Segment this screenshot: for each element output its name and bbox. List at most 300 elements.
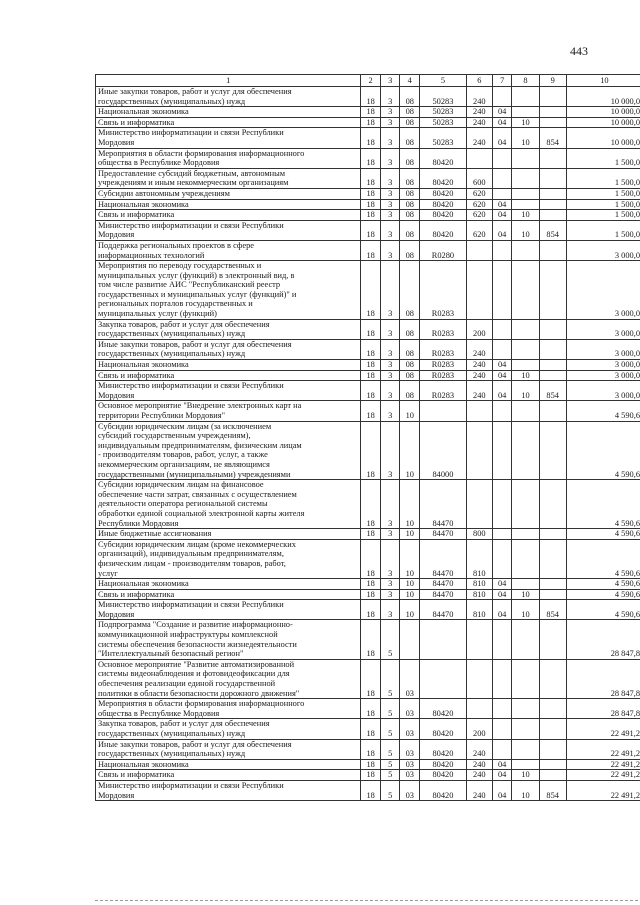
code-glava-cell: 18 (361, 780, 381, 800)
code-direction-cell: 80420 (420, 739, 467, 759)
table-row (96, 589, 640, 600)
header-cell: 2 (361, 75, 381, 87)
code-expense-type-cell (466, 261, 492, 320)
description-line: услуг (98, 568, 118, 578)
description-line: Основное мероприятие "Развитие автоматизированной (98, 659, 295, 669)
code-subsection-cell (512, 168, 539, 188)
code-expense-type-cell: 240 (466, 370, 492, 381)
description-line: информационных технологий (98, 250, 205, 260)
code-subsection-cell (512, 759, 539, 770)
code-subprogram-cell: 3 (380, 210, 400, 221)
code-subsection-cell: 10 (512, 220, 539, 240)
code-expense-type-cell (466, 620, 492, 659)
code-ministry-cell (539, 87, 566, 107)
code-expense-type-cell: 620 (466, 188, 492, 199)
code-direction-cell (420, 659, 467, 698)
code-event-cell: 10 (400, 600, 420, 620)
code-glava-cell: 18 (361, 659, 381, 698)
description-line: "Интеллектуальный безопасный регион" (98, 649, 244, 659)
code-direction-cell: R0283 (420, 339, 467, 359)
code-direction-cell (420, 401, 467, 421)
row-description (96, 261, 361, 320)
code-event-cell: 10 (400, 589, 420, 600)
code-direction-cell: 84470 (420, 539, 467, 578)
description-line: - производителям товаров, работ, услуг, а также (98, 450, 268, 460)
code-expense-type-cell: 810 (466, 600, 492, 620)
code-section-cell: 04 (492, 600, 512, 620)
description-line: Закупка товаров, работ и услуг для обеспечения (98, 319, 270, 329)
description-line: некоммерческим организациям, не являющимся (98, 459, 270, 469)
code-section-cell (492, 188, 512, 199)
table-row (96, 168, 640, 188)
description-line: Национальная экономика (98, 199, 189, 209)
table-row (96, 261, 640, 320)
description-line: обеспечение части затрат, связанных с осуществлением (98, 489, 297, 499)
code-glava-cell: 18 (361, 421, 381, 480)
amount-cell: 3 000,0 (566, 370, 640, 381)
code-expense-type-cell (466, 659, 492, 698)
code-direction-cell: 84470 (420, 529, 467, 540)
code-subsection-cell: 10 (512, 589, 539, 600)
description-line: Иные закупки товаров, работ и услуг для обеспечения (98, 739, 292, 749)
code-subprogram-cell: 3 (380, 480, 400, 529)
header-cell: 4 (400, 75, 420, 87)
code-direction-cell: 50283 (420, 117, 467, 128)
description-line: государственных (муниципальных) нужд (98, 729, 246, 738)
code-subprogram-cell: 5 (380, 719, 400, 739)
amount-cell: 4 590,6 (566, 579, 640, 590)
code-subsection-cell (512, 620, 539, 659)
description-line: субсидий государственным учреждениям), (98, 431, 251, 441)
amount-cell: 22 491,2 (566, 719, 640, 739)
code-event-cell: 08 (400, 210, 420, 221)
code-section-cell (492, 719, 512, 739)
code-ministry-cell (539, 240, 566, 260)
code-section-cell (492, 421, 512, 480)
code-direction-cell: 80420 (420, 770, 467, 781)
code-expense-type-cell: 240 (466, 360, 492, 371)
code-section-cell (492, 87, 512, 107)
code-expense-type-cell (466, 240, 492, 260)
code-event-cell: 08 (400, 107, 420, 118)
code-ministry-cell (539, 659, 566, 698)
table-row (96, 381, 640, 401)
code-event-cell: 03 (400, 719, 420, 739)
code-ministry-cell (539, 401, 566, 421)
code-subprogram-cell: 5 (380, 739, 400, 759)
code-glava-cell: 18 (361, 240, 381, 260)
code-subsection-cell: 10 (512, 770, 539, 781)
code-glava-cell: 18 (361, 480, 381, 529)
header-cell: 1 (96, 75, 361, 87)
amount-cell: 28 847,8 (566, 620, 640, 659)
code-subprogram-cell: 3 (380, 117, 400, 128)
code-event-cell: 03 (400, 770, 420, 781)
amount-cell: 10 000,0 (566, 87, 640, 107)
code-subprogram-cell: 3 (380, 421, 400, 480)
row-description (96, 589, 361, 600)
description-line: Субсидии юридическим лицам на финансовое (98, 480, 264, 490)
row-description (96, 87, 361, 107)
table-row (96, 188, 640, 199)
code-direction-cell: 80420 (420, 220, 467, 240)
description-line: деятельности оператора региональной системы (98, 499, 268, 509)
row-description (96, 319, 361, 339)
code-glava-cell: 18 (361, 128, 381, 148)
code-glava-cell: 18 (361, 739, 381, 759)
table-row (96, 210, 640, 221)
code-ministry-cell (539, 539, 566, 578)
code-expense-type-cell: 240 (466, 381, 492, 401)
code-direction-cell: R0283 (420, 261, 467, 320)
code-direction-cell: 84470 (420, 589, 467, 600)
code-section-cell: 04 (492, 220, 512, 240)
row-description (96, 188, 361, 199)
code-subsection-cell: 10 (512, 128, 539, 148)
header-cell: 9 (539, 75, 566, 87)
table-row (96, 370, 640, 381)
code-event-cell: 10 (400, 579, 420, 590)
code-ministry-cell (539, 168, 566, 188)
code-subprogram-cell: 3 (380, 261, 400, 320)
code-section-cell: 04 (492, 589, 512, 600)
code-glava-cell: 18 (361, 699, 381, 719)
row-description (96, 370, 361, 381)
description-line: Национальная экономика (98, 759, 189, 769)
code-event-cell: 10 (400, 401, 420, 421)
code-subsection-cell: 10 (512, 780, 539, 800)
code-subsection-cell: 10 (512, 381, 539, 401)
code-glava-cell: 18 (361, 168, 381, 188)
amount-cell: 1 500,0 (566, 220, 640, 240)
budget-table (95, 74, 640, 801)
code-expense-type-cell (466, 401, 492, 421)
code-subprogram-cell: 3 (380, 539, 400, 578)
code-expense-type-cell: 240 (466, 739, 492, 759)
amount-cell: 3 000,0 (566, 381, 640, 401)
amount-cell: 10 000,0 (566, 117, 640, 128)
description-line: Мордовия (98, 230, 135, 240)
code-subsection-cell (512, 659, 539, 698)
amount-cell: 4 590,6 (566, 421, 640, 480)
code-event-cell: 08 (400, 261, 420, 320)
table-row (96, 401, 640, 421)
code-section-cell: 04 (492, 360, 512, 371)
amount-cell: 10 000,0 (566, 128, 640, 148)
amount-cell: 4 590,6 (566, 539, 640, 578)
amount-cell: 3 000,0 (566, 360, 640, 371)
code-direction-cell (420, 620, 467, 659)
code-expense-type-cell: 810 (466, 539, 492, 578)
description-line: системы обеспечения безопасности жизнедеятельности (98, 639, 297, 649)
code-expense-type-cell: 620 (466, 199, 492, 210)
row-description (96, 600, 361, 620)
code-glava-cell: 18 (361, 360, 381, 371)
description-line: Мероприятия в области формирования информационного (98, 699, 305, 709)
code-ministry-cell: 854 (539, 220, 566, 240)
code-section-cell: 04 (492, 107, 512, 118)
code-event-cell: 08 (400, 360, 420, 371)
code-ministry-cell (539, 107, 566, 118)
description-line: Министерство информатизации и связи Республики (98, 128, 284, 138)
code-subsection-cell (512, 107, 539, 118)
code-expense-type-cell: 200 (466, 719, 492, 739)
code-subprogram-cell: 5 (380, 620, 400, 659)
description-line: системы видеонаблюдения и фотовидеофиксации для (98, 669, 290, 679)
description-line: Мероприятия в области формирования информационного (98, 148, 305, 158)
description-line: Мордовия (98, 609, 135, 619)
row-description (96, 210, 361, 221)
code-glava-cell: 18 (361, 401, 381, 421)
row-description (96, 770, 361, 781)
code-glava-cell: 18 (361, 188, 381, 199)
code-ministry-cell (539, 719, 566, 739)
description-line: государственных (муниципальных) нужд (98, 96, 246, 106)
code-glava-cell: 18 (361, 381, 381, 401)
code-ministry-cell (539, 579, 566, 590)
table-row (96, 148, 640, 168)
row-description (96, 117, 361, 128)
code-section-cell (492, 480, 512, 529)
code-subprogram-cell: 5 (380, 699, 400, 719)
code-expense-type-cell: 810 (466, 579, 492, 590)
description-line: Связь и информатика (98, 210, 175, 220)
code-glava-cell: 18 (361, 319, 381, 339)
table-body (96, 87, 640, 801)
code-section-cell (492, 339, 512, 359)
code-ministry-cell (539, 739, 566, 759)
header-cell: 8 (512, 75, 539, 87)
code-direction-cell: 84470 (420, 480, 467, 529)
code-section-cell: 04 (492, 199, 512, 210)
code-section-cell (492, 529, 512, 540)
code-subsection-cell (512, 199, 539, 210)
code-event-cell: 08 (400, 128, 420, 148)
code-section-cell (492, 261, 512, 320)
description-line: муниципальных услуг (функций) в электронный вид, в (98, 270, 295, 280)
table-row (96, 240, 640, 260)
code-glava-cell: 18 (361, 148, 381, 168)
description-line: индивидуальным предпринимателям, физическим лицам (98, 440, 302, 450)
code-direction-cell: 50283 (420, 128, 467, 148)
code-ministry-cell (539, 421, 566, 480)
table-row (96, 339, 640, 359)
table-row (96, 539, 640, 578)
code-event-cell: 08 (400, 199, 420, 210)
code-subsection-cell (512, 539, 539, 578)
code-section-cell (492, 539, 512, 578)
code-subprogram-cell: 3 (380, 107, 400, 118)
code-subprogram-cell: 3 (380, 188, 400, 199)
description-line: региональных порталов государственных и (98, 299, 253, 309)
description-line: общества в Республике Мордовия (98, 708, 220, 718)
code-subprogram-cell: 3 (380, 240, 400, 260)
code-glava-cell: 18 (361, 370, 381, 381)
amount-cell: 4 590,6 (566, 600, 640, 620)
description-line: Субсидии юридическим лицам (за исключением (98, 421, 272, 431)
code-glava-cell: 18 (361, 87, 381, 107)
row-description (96, 401, 361, 421)
code-direction-cell: R0280 (420, 240, 467, 260)
amount-cell: 3 000,0 (566, 261, 640, 320)
code-event-cell: 08 (400, 188, 420, 199)
code-event-cell: 10 (400, 529, 420, 540)
code-section-cell: 04 (492, 780, 512, 800)
code-subprogram-cell: 5 (380, 780, 400, 800)
code-subprogram-cell: 3 (380, 381, 400, 401)
description-line: Министерство информатизации и связи Республики (98, 220, 284, 230)
code-event-cell: 03 (400, 739, 420, 759)
code-subsection-cell (512, 240, 539, 260)
code-glava-cell: 18 (361, 589, 381, 600)
code-subprogram-cell: 3 (380, 401, 400, 421)
table-row (96, 600, 640, 620)
code-event-cell: 10 (400, 539, 420, 578)
code-event-cell: 10 (400, 421, 420, 480)
code-glava-cell: 18 (361, 210, 381, 221)
code-subprogram-cell: 3 (380, 148, 400, 168)
description-line: Национальная экономика (98, 360, 189, 370)
description-line: государственных (муниципальных) нужд (98, 349, 246, 359)
code-subsection-cell: 10 (512, 370, 539, 381)
code-section-cell: 04 (492, 117, 512, 128)
code-event-cell: 08 (400, 381, 420, 401)
code-subsection-cell (512, 739, 539, 759)
code-direction-cell: 80420 (420, 168, 467, 188)
code-section-cell (492, 148, 512, 168)
code-expense-type-cell (466, 421, 492, 480)
description-line: Субсидии автономным учреждениям (98, 188, 230, 198)
description-line: Министерство информатизации и связи Республики (98, 780, 284, 790)
table-row (96, 87, 640, 107)
table-row (96, 699, 640, 719)
code-direction-cell: 50283 (420, 87, 467, 107)
code-event-cell: 08 (400, 240, 420, 260)
description-line: Министерство информатизации и связи Республики (98, 600, 284, 610)
table-row (96, 360, 640, 371)
code-expense-type-cell (466, 148, 492, 168)
code-subprogram-cell: 5 (380, 770, 400, 781)
code-direction-cell: R0283 (420, 381, 467, 401)
row-description (96, 107, 361, 118)
code-section-cell (492, 620, 512, 659)
code-ministry-cell (539, 188, 566, 199)
code-event-cell: 03 (400, 780, 420, 800)
row-description (96, 168, 361, 188)
table-row (96, 770, 640, 781)
row-description (96, 780, 361, 800)
code-subprogram-cell: 3 (380, 220, 400, 240)
header-cell: 5 (420, 75, 467, 87)
description-line: общества в Республике Мордовия (98, 158, 220, 168)
code-event-cell: 03 (400, 659, 420, 698)
amount-cell: 1 500,0 (566, 210, 640, 221)
code-ministry-cell (539, 699, 566, 719)
table-row (96, 421, 640, 480)
code-subsection-cell (512, 87, 539, 107)
amount-cell: 4 590,6 (566, 401, 640, 421)
code-glava-cell: 18 (361, 220, 381, 240)
description-line: Мордовия (98, 790, 135, 800)
code-subsection-cell (512, 699, 539, 719)
description-line: обеспечения реализации единой государственной (98, 679, 276, 689)
code-section-cell (492, 168, 512, 188)
code-subsection-cell (512, 401, 539, 421)
table-row (96, 107, 640, 118)
code-subsection-cell: 10 (512, 600, 539, 620)
description-line: Национальная экономика (98, 579, 189, 589)
amount-cell: 1 500,0 (566, 168, 640, 188)
code-glava-cell: 18 (361, 117, 381, 128)
code-event-cell: 08 (400, 168, 420, 188)
code-expense-type-cell: 620 (466, 210, 492, 221)
code-ministry-cell (539, 261, 566, 320)
description-line: Мордовия (98, 137, 135, 147)
code-expense-type-cell: 240 (466, 770, 492, 781)
code-subprogram-cell: 3 (380, 199, 400, 210)
code-direction-cell: 84000 (420, 421, 467, 480)
header-cell: 7 (492, 75, 512, 87)
table-row (96, 759, 640, 770)
code-glava-cell: 18 (361, 600, 381, 620)
code-subsection-cell (512, 421, 539, 480)
code-section-cell: 04 (492, 210, 512, 221)
code-glava-cell: 18 (361, 620, 381, 659)
amount-cell: 22 491,2 (566, 739, 640, 759)
code-event-cell (400, 620, 420, 659)
description-line: муниципальных услуг (функций) (98, 309, 217, 319)
description-line: государственных (муниципальных) нужд (98, 749, 246, 759)
table-row (96, 739, 640, 759)
code-subprogram-cell: 3 (380, 529, 400, 540)
code-event-cell: 08 (400, 117, 420, 128)
code-direction-cell: R0283 (420, 360, 467, 371)
code-expense-type-cell: 240 (466, 87, 492, 107)
code-subsection-cell (512, 719, 539, 739)
row-description (96, 719, 361, 739)
description-line: Республики Мордовия (98, 518, 179, 528)
header-cell: 10 (566, 75, 640, 87)
table-row (96, 719, 640, 739)
description-line: Поддержка региональных проектов в сфере (98, 240, 254, 250)
code-subprogram-cell: 3 (380, 579, 400, 590)
code-ministry-cell (539, 117, 566, 128)
code-event-cell: 08 (400, 339, 420, 359)
table-row (96, 659, 640, 698)
row-description (96, 360, 361, 371)
code-section-cell: 04 (492, 370, 512, 381)
code-section-cell: 04 (492, 759, 512, 770)
row-description (96, 699, 361, 719)
table-row (96, 319, 640, 339)
code-ministry-cell (539, 339, 566, 359)
code-direction-cell: 80420 (420, 188, 467, 199)
code-event-cell: 08 (400, 87, 420, 107)
code-section-cell (492, 319, 512, 339)
code-glava-cell: 18 (361, 199, 381, 210)
code-direction-cell: 80420 (420, 759, 467, 770)
description-line: государственных (муниципальных) нужд (98, 329, 246, 339)
code-expense-type-cell: 620 (466, 220, 492, 240)
code-subprogram-cell: 3 (380, 319, 400, 339)
row-description (96, 240, 361, 260)
table-row (96, 780, 640, 800)
code-section-cell: 04 (492, 381, 512, 401)
code-subprogram-cell: 3 (380, 87, 400, 107)
code-subsection-cell (512, 579, 539, 590)
description-line: Подпрограмма "Создание и развитие информационно- (98, 620, 293, 630)
code-direction-cell: 80420 (420, 148, 467, 168)
